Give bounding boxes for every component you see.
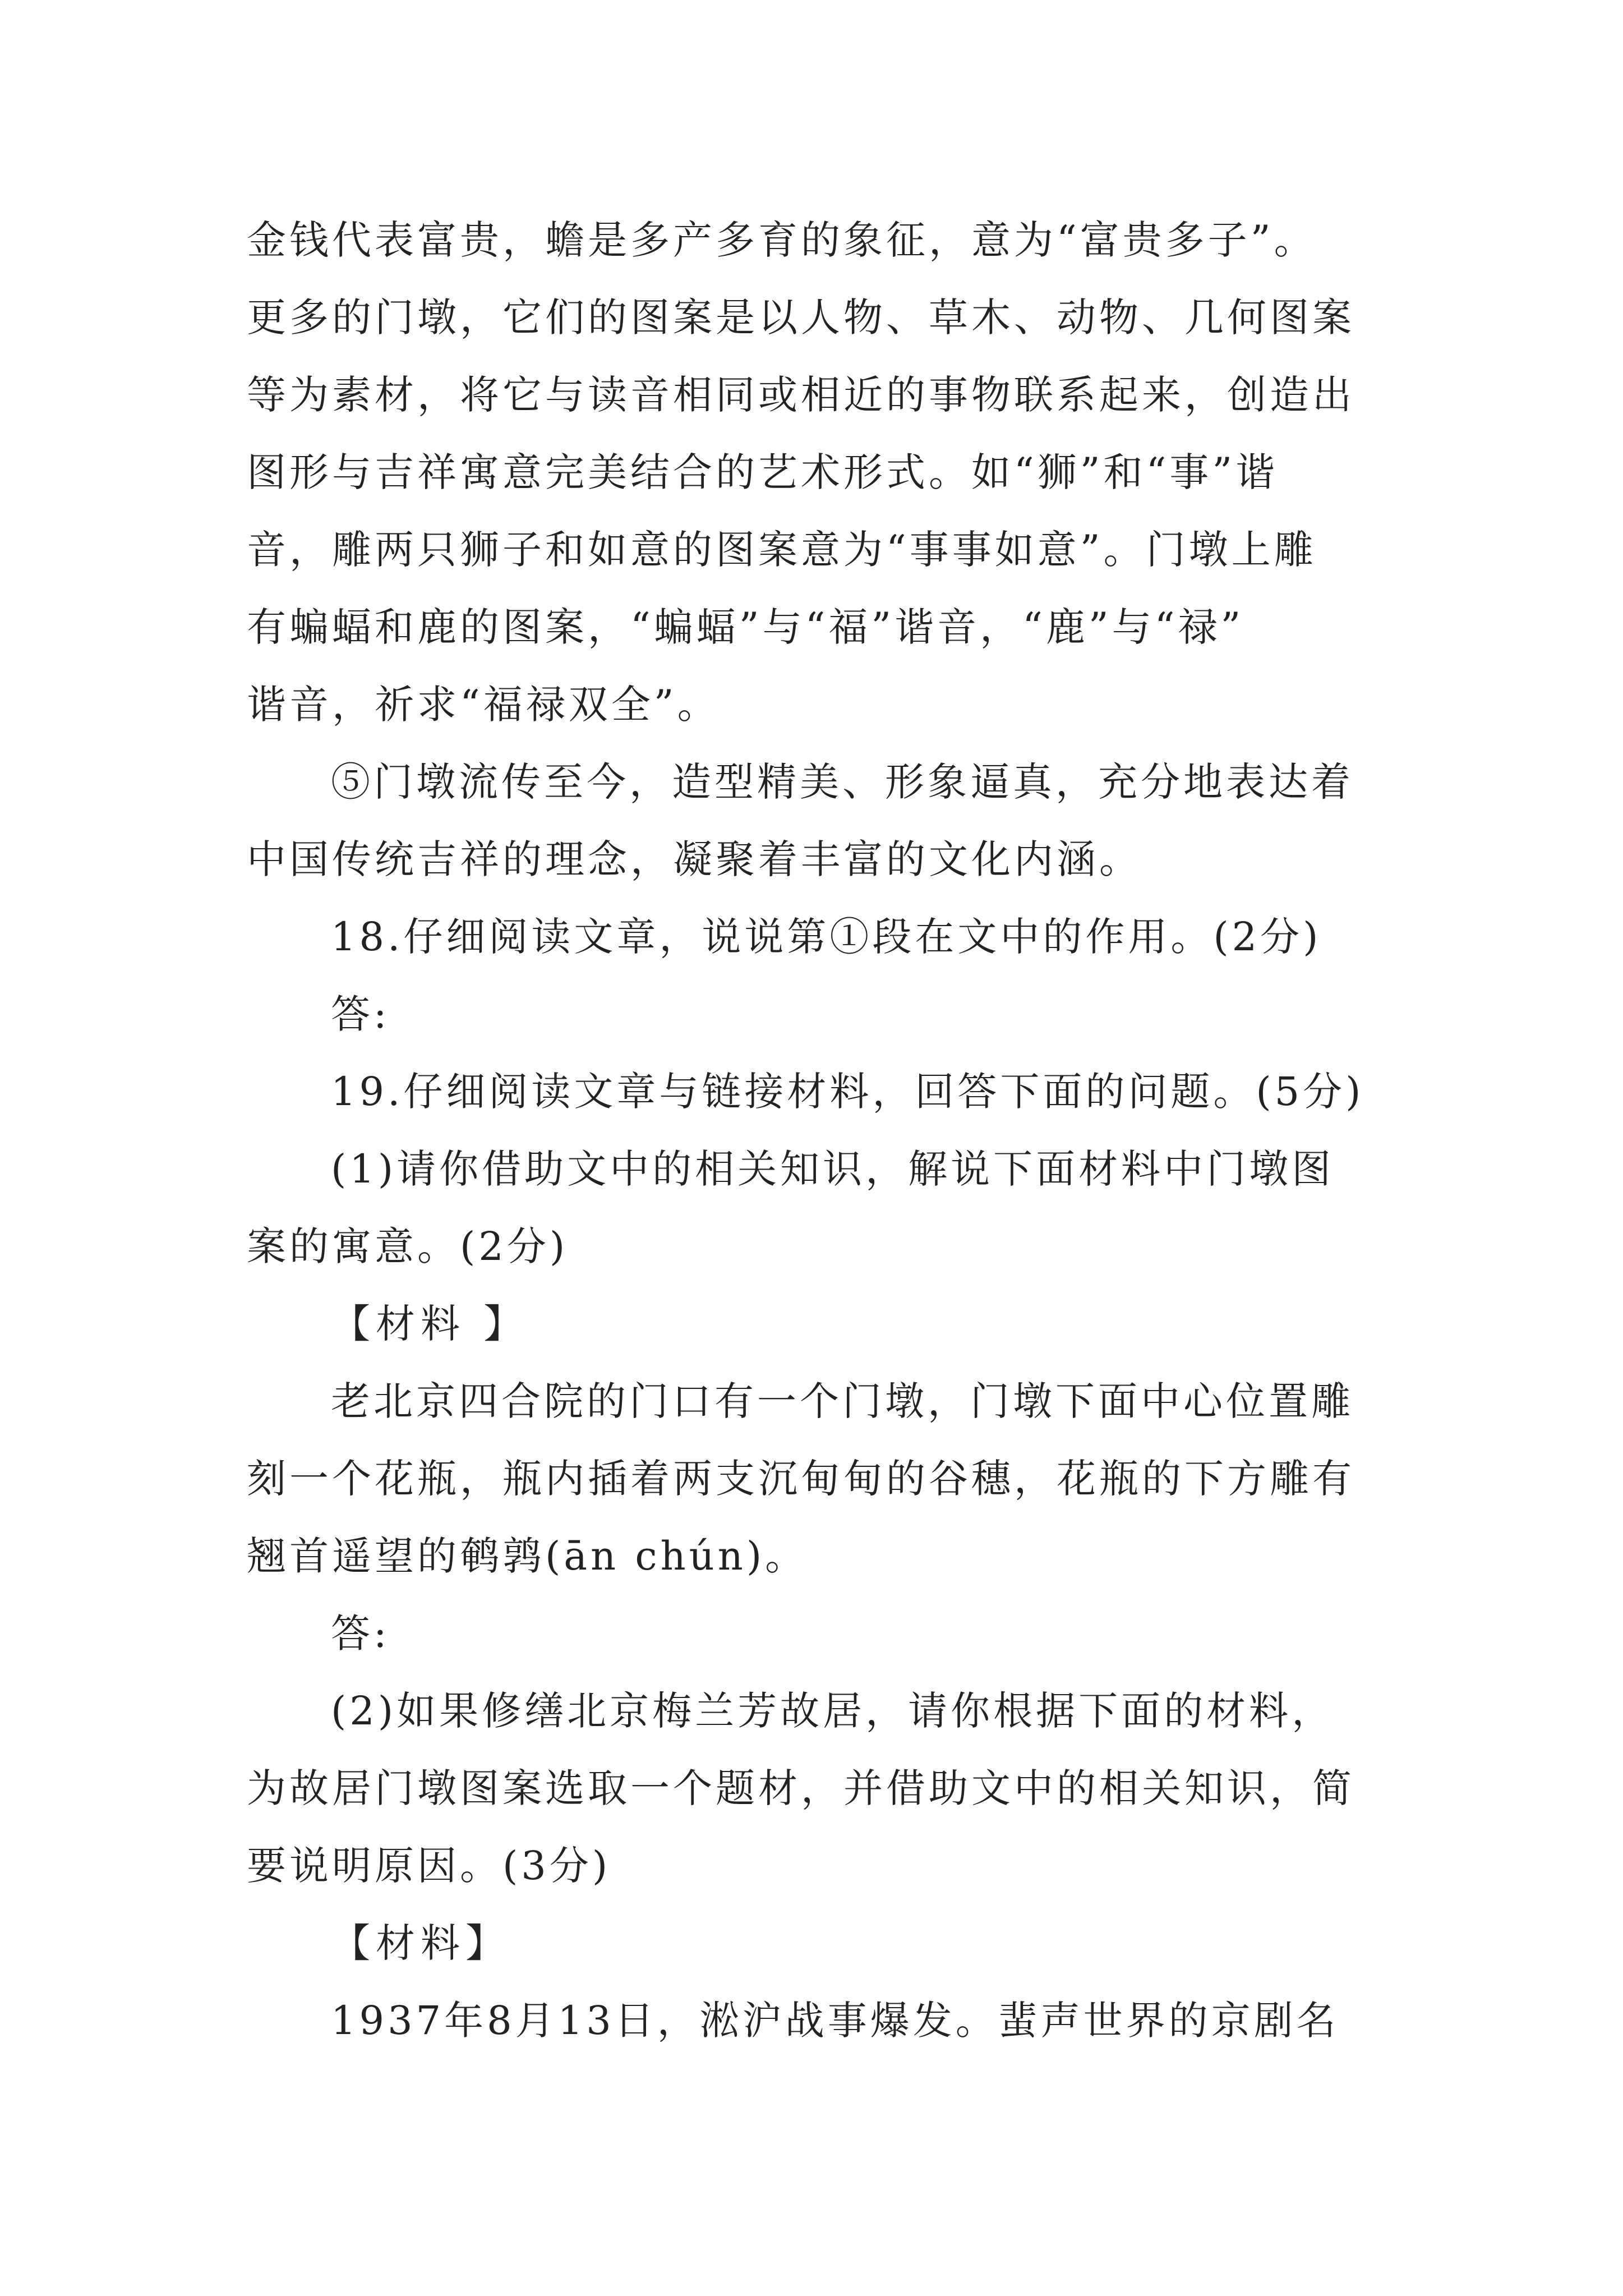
text-line: 要说明原因。(3分)	[247, 1843, 611, 1889]
material-text-line: 刻一个花瓶，瓶内插着两支沉甸甸的谷穗，花瓶的下方雕有	[247, 1456, 1355, 1502]
answer-label: 答:	[331, 1611, 390, 1657]
question-18: 18.仔细阅读文章，说说第①段在文中的作用。(2分)	[331, 914, 1322, 960]
question-19-part-2: (2)如果修缮北京梅兰芳故居，请你根据下面的材料，	[331, 1688, 1335, 1734]
material-text-line: 翘首遥望的鹌鹑(ān chún)。	[247, 1533, 808, 1579]
question-19: 19.仔细阅读文章与链接材料，回答下面的问题。(5分)	[331, 1069, 1364, 1115]
paragraph-5-line: ⑤门墩流传至今，造型精美、形象逼真，充分地表达着	[331, 759, 1354, 805]
text-line: 为故居门墩图案选取一个题材，并借助文中的相关知识，简	[247, 1765, 1355, 1811]
material-label: 【材料 】	[331, 1301, 529, 1347]
text-line: 案的寓意。(2分)	[247, 1223, 569, 1269]
text-line: 音，雕两只狮子和如意的图案意为“事事如意”。门墩上雕	[247, 527, 1317, 573]
material-text-line: 1937年8月13日，淞沪战事爆发。蜚声世界的京剧名	[331, 1998, 1339, 2044]
material-label: 【材料】	[331, 1920, 510, 1966]
answer-label: 答:	[331, 991, 390, 1037]
text-line: 有蝙蝠和鹿的图案，“蝙蝠”与“福”谐音，“鹿”与“禄”	[247, 604, 1244, 650]
text-line: 金钱代表富贵，蟾是多产多育的象征，意为“富贵多子”。	[247, 217, 1317, 263]
text-line: 中国传统吉祥的理念，凝聚着丰富的文化内涵。	[247, 836, 1142, 882]
text-line: 更多的门墩，它们的图案是以人物、草木、动物、几何图案	[247, 295, 1355, 341]
text-line: 等为素材，将它与读音相同或相近的事物联系起来，创造出	[247, 372, 1355, 418]
material-text-line: 老北京四合院的门口有一个门墩，门墩下面中心位置雕	[331, 1378, 1354, 1424]
text-line: 谐音，祈求“福禄双全”。	[247, 682, 720, 728]
question-19-part-1: (1)请你借助文中的相关知识，解说下面材料中门墩图	[331, 1146, 1335, 1192]
text-line: 图形与吉祥寓意完美结合的艺术形式。如“狮”和“事”谐	[247, 449, 1279, 495]
